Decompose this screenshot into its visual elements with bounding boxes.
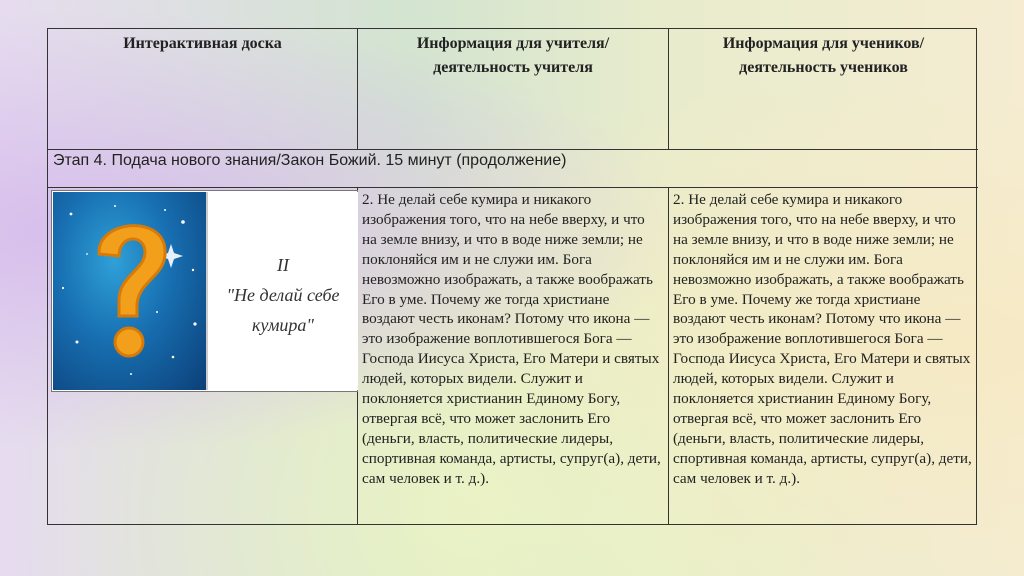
board-slide	[51, 190, 358, 392]
lesson-table	[47, 28, 977, 525]
commandment-card	[206, 192, 358, 390]
question-mark-icon	[53, 192, 206, 390]
interactive-board-cell	[48, 188, 358, 524]
header-col2-line1: Информация для учителя/	[416, 35, 610, 52]
card-line2: кумира"	[251, 315, 314, 335]
stage-title: Этап 4. Подача нового знания/Закон Божий. 15 минут (продолжение)	[48, 150, 978, 188]
header-student-info	[669, 29, 978, 150]
header-col3-line1: Информация для учеников/	[722, 35, 925, 52]
header-interactive-board	[48, 29, 358, 150]
card-line1: "Не делай себе	[226, 285, 340, 305]
question-mark-image	[53, 192, 206, 390]
header-col3-line2: деятельность учеников	[739, 59, 908, 76]
header-col1-label: Интерактивная доска	[123, 35, 282, 52]
student-info-text: 2. Не делай себе кумира и никакого изображения того, что на небе вверху, и что на земле внизу, и что в воде ниже земли; не поклоняйся им и не служи им. Бога невозможно изображать, а также воображать Его в уме. Почему же тогда христиане воздают честь иконам? Потому что икона — это изображение воплотившегося Бога — Господа Иисуса Христа, Его Матери и святых людей, которых видели. Служит и поклоняется христианин Единому Богу, отвергая всё, что может заслонить Его (деньги, власть, политические лидеры, спортивная команда, артисты, супруг(а), дети, сам человек и т. д.).	[673, 191, 972, 487]
teacher-info-text: 2. Не делай себе кумира и никакого изображения того, что на небе вверху, и что на земле внизу, и что в воде ниже земли; не поклоняйся им и не служи им. Бога невозможно изображать, а также воображать Его в уме. Почему же тогда христиане воздают честь иконам? Потому что икона — это изображение воплотившегося Бога — Господа Иисуса Христа, Его Матери и святых людей, которых видели. Служит и поклоняется христианин Единому Богу, отвергая всё, что может заслонить Его (деньги, власть, политические лидеры, спортивная команда, артисты, супруг(а), дети, сам человек и т. д.).	[358, 188, 669, 524]
header-teacher-info	[358, 29, 669, 150]
card-numeral: II	[277, 255, 289, 275]
header-col2-line2: деятельность учителя	[433, 59, 593, 76]
